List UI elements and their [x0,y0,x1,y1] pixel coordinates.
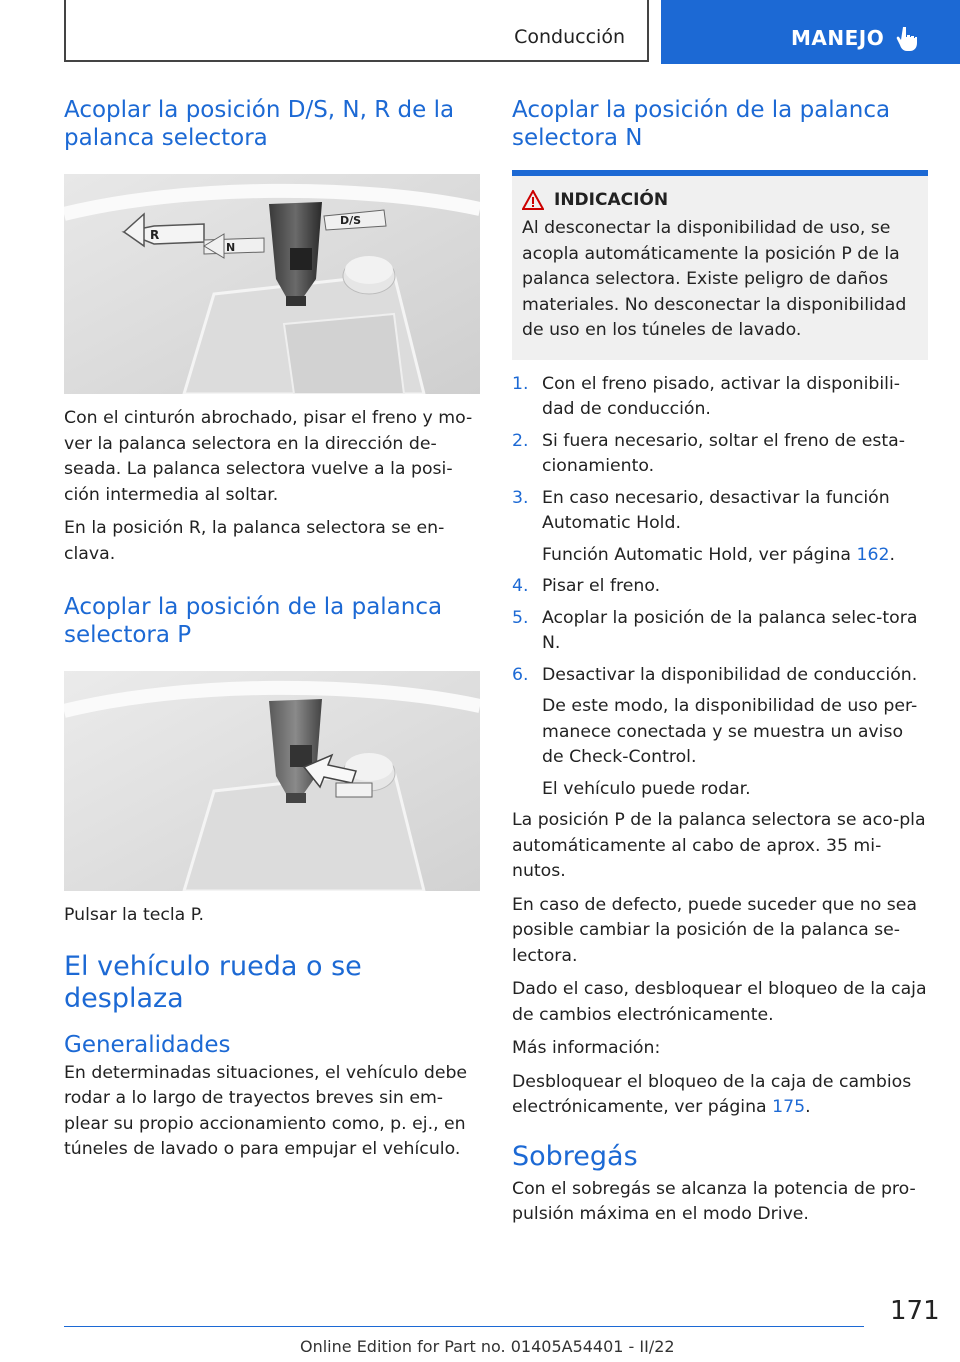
step-6-sub-1: De este modo, la disponibilidad de uso per-manece conectada y se muestra un aviso de Check-Control. [542,696,918,767]
paragraph-kickdown: Con el sobregás se alcanza la potencia de pro-pulsión máxima en el modo Drive. [512,1178,916,1224]
steps-list [512,372,928,803]
footer-divider [64,1326,864,1327]
p-button-illustration [64,671,480,891]
step-3-reference: Función Automatic Hold, ver página 162. [542,544,895,565]
notice-title: INDICACIÓN [554,190,669,210]
step-6-sub-2: El vehículo puede rodar. [542,778,751,799]
label-ds: D/S [340,214,362,227]
paragraph-unlock: Dado el caso, desbloquear el bloqueo de la caja de cambios electrónicamente. [512,979,927,1025]
list-item: 3. En caso necesario, desactivar la función Automatic Hold. [512,487,890,533]
gear-selector-photo-2 [64,671,480,891]
header-section-box [64,0,649,62]
paragraph-general: En determinadas situaciones, el vehículo debe rodar a lo largo de trayectos breves sin em-plear su propio accionamiento como, p. ej., en túneles de lavado o para empujar el vehículo. [64,1062,468,1159]
paragraph-ds-1: Con el cinturón abrochado, pisar el freno y mo-ver la palanca selectora en la dirección de-seada. La palanca selectora vuelve a la posi-ción intermedia al soltar. [64,408,473,505]
paragraph-p: Pulsar la tecla P. [64,905,204,925]
paragraph-unlock-ref: Desbloquear el bloqueo de la caja de cambios electrónicamente, ver página 175. [512,1071,912,1117]
heading-ds-position: Acoplar la posición D/S, N, R de la palanca selectora [64,97,455,151]
right-column [512,96,928,1228]
paragraph-more-info: Más información: [512,1038,661,1058]
paragraph-auto-p: La posición P de la palanca selectora se aco-pla automáticamente al cabo de aprox. 35 mi-nutos. [512,810,926,881]
label-n: N [226,241,236,254]
heading-p-position: Acoplar la posición de la palanca selectora P [64,594,443,648]
label-r: R [150,228,160,242]
left-column [64,96,480,1163]
heading-vehicle-rolling: El vehículo rueda o se desplaza [64,950,362,1014]
heading-n-position: Acoplar la posición de la palanca selectora N [512,97,891,151]
footer-edition: Online Edition for Part no. 01405A54401 - II/22 [300,1337,675,1356]
list-item: 5. Acoplar la posición de la palanca selec-tora N. [512,607,918,653]
notice-box [512,170,928,360]
page-number: 171 [890,1296,940,1326]
heading-general: Generalidades [64,1031,231,1058]
chapter-title: MANEJO [791,26,885,50]
gear-selector-illustration [64,174,480,394]
paragraph-ds-2: En la posición R, la palanca selectora se en-clava. [64,518,445,564]
gear-selector-photo-1 [64,174,480,394]
list-item: 4. Pisar el freno. [512,576,661,596]
list-item: 1. Con el freno pisado, activar la disponibili-dad de conducción. [512,373,901,419]
pointing-hand-icon [895,26,921,52]
list-item: 6. Desactivar la disponibilidad de conducción. [512,664,918,685]
notice-text: Al desconectar la disponibilidad de uso, se acopla automáticamente la posición P de la palanca selectora. Existe peligro de daños materiales. No desconectar la disponibilidad de uso en los túneles de lavado. [522,218,907,340]
section-title: Conducción [514,26,625,48]
list-item: 2. Si fuera necesario, soltar el freno de esta-cionamiento. [512,430,905,476]
warning-triangle-icon [522,190,544,210]
page-link-162[interactable]: 162 [856,544,890,565]
heading-kickdown: Sobregás [512,1140,638,1172]
header-chapter-tab[interactable] [661,0,960,64]
page-link-175[interactable]: 175 [772,1097,806,1117]
paragraph-defect: En caso de defecto, puede suceder que no sea posible cambiar la posición de la palanca se-lectora. [512,894,918,966]
